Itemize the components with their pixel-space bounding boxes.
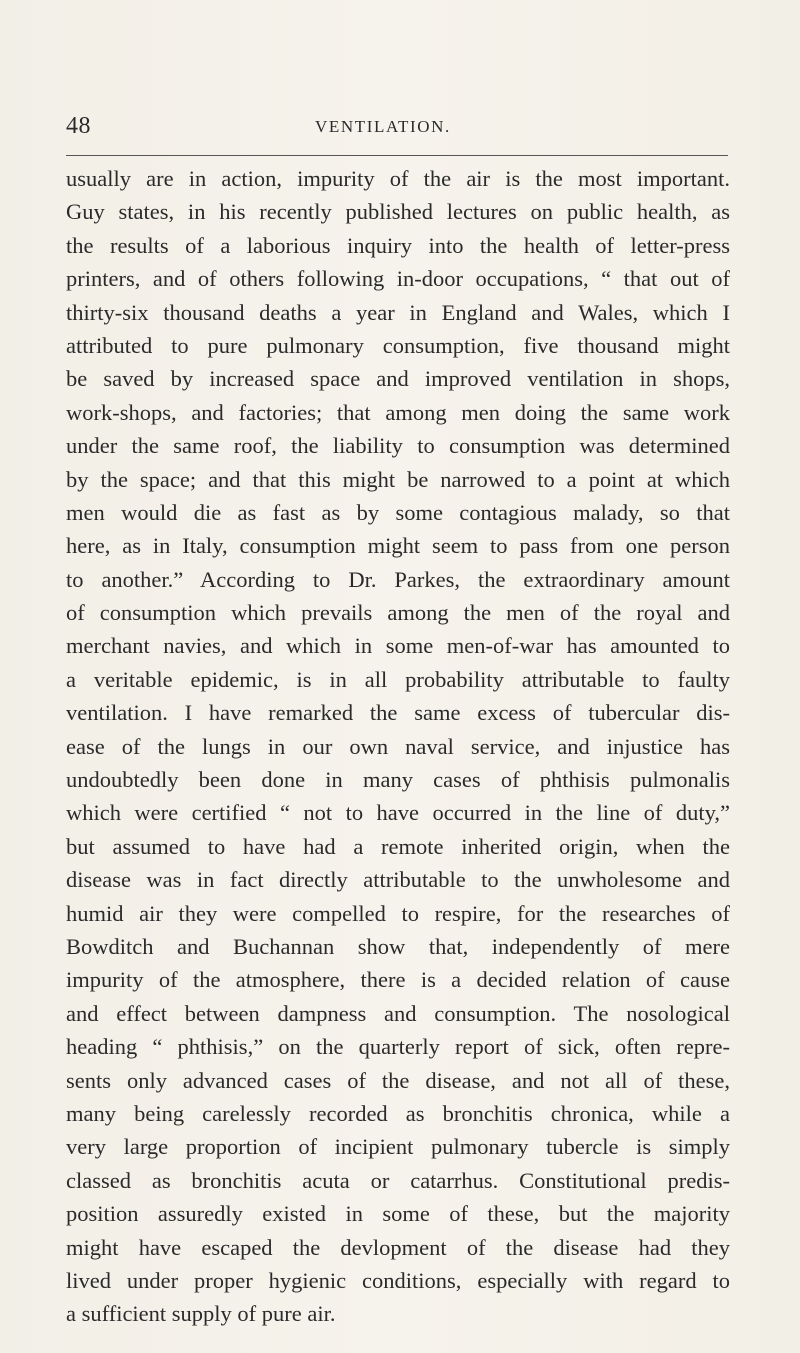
- text-line: a veritable epidemic, is in all probability attributable to faulty: [66, 666, 730, 692]
- text-line: sents only advanced cases of the disease, and not all of these,: [66, 1067, 730, 1093]
- text-line: disease was in fact directly attributable to the unwholesome and: [66, 867, 730, 893]
- body-text: [66, 162, 730, 1331]
- header-rule: [66, 155, 728, 156]
- text-line: to another.” According to Dr. Parkes, the extraordinary amount: [66, 566, 730, 592]
- text-line: undoubtedly been done in many cases of phthisis pulmonalis: [66, 767, 730, 793]
- text-line: thirty-six thousand deaths a year in England and Wales, which I: [66, 299, 730, 325]
- text-line: impurity of the atmosphere, there is a decided relation of cause: [66, 967, 730, 993]
- text-line: Guy states, in his recently published lectures on public health, as: [66, 199, 730, 225]
- text-line: a sufficient supply of pure air.: [66, 1301, 336, 1327]
- text-line: might have escaped the devlopment of the disease had they: [66, 1234, 730, 1260]
- text-line: humid air they were compelled to respire, for the researches of: [66, 900, 730, 926]
- text-line: ease of the lungs in our own naval service, and injustice has: [66, 733, 730, 759]
- text-line: attributed to pure pulmonary consumption, five thousand might: [66, 332, 730, 358]
- page-number: 48: [66, 113, 91, 139]
- page-header: [66, 111, 728, 145]
- text-line: here, as in Italy, consumption might seem to pass from one person: [66, 533, 730, 559]
- text-line: ventilation. I have remarked the same excess of tubercular dis-: [66, 700, 730, 726]
- text-line: heading “ phthisis,” on the quarterly report of sick, often repre-: [66, 1034, 730, 1060]
- text-line: merchant navies, and which in some men-of-war has amounted to: [66, 633, 730, 659]
- running-head: VENTILATION.: [315, 117, 451, 136]
- text-line: classed as bronchitis acuta or catarrhus. Constitutional predis-: [66, 1167, 730, 1193]
- text-line: of consumption which prevails among the men of the royal and: [66, 600, 730, 626]
- text-line: work-shops, and factories; that among men doing the same work: [66, 399, 730, 425]
- text-line: be saved by increased space and improved ventilation in shops,: [66, 366, 730, 392]
- text-line: and effect between dampness and consumption. The nosological: [66, 1000, 730, 1026]
- text-line: lived under proper hygienic conditions, especially with regard to: [66, 1267, 730, 1293]
- text-line: by the space; and that this might be narrowed to a point at which: [66, 466, 730, 492]
- text-line: men would die as fast as by some contagious malady, so that: [66, 499, 730, 525]
- text-line: which were certified “ not to have occurred in the line of duty,”: [66, 800, 730, 826]
- text-line: many being carelessly recorded as bronchitis chronica, while a: [66, 1100, 730, 1126]
- text-line: but assumed to have had a remote inherited origin, when the: [66, 833, 730, 859]
- text-line: very large proportion of incipient pulmonary tubercle is simply: [66, 1134, 730, 1160]
- text-line: position assuredly existed in some of these, but the majority: [66, 1201, 730, 1227]
- text-line: printers, and of others following in-door occupations, “ that out of: [66, 266, 730, 292]
- text-line: under the same roof, the liability to consumption was determined: [66, 433, 730, 459]
- text-line: Bowditch and Buchannan show that, independently of mere: [66, 933, 730, 959]
- text-line: the results of a laborious inquiry into the health of letter-press: [66, 232, 730, 258]
- text-line: usually are in action, impurity of the air is the most important.: [66, 166, 730, 191]
